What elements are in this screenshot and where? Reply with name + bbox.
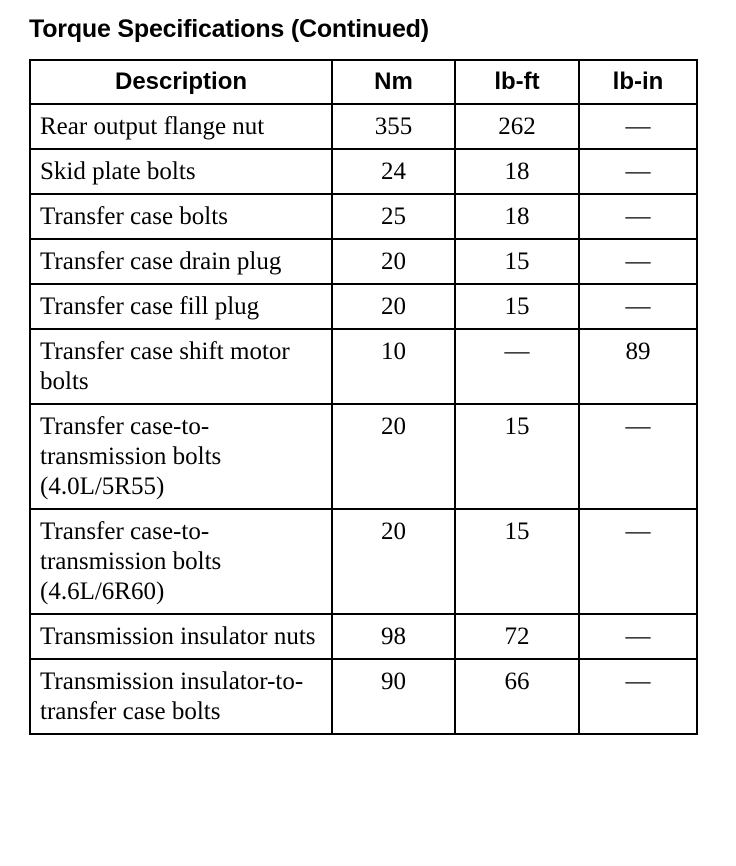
row-description: Transfer case drain plug (30, 239, 332, 284)
row-lbin: — (579, 509, 697, 614)
table-row (30, 329, 697, 404)
row-nm: 10 (332, 329, 455, 404)
row-nm: 20 (332, 239, 455, 284)
row-lbft: 72 (455, 614, 579, 659)
column-header-lbin: lb-in (579, 60, 697, 104)
table-row (30, 614, 697, 659)
row-lbft: 66 (455, 659, 579, 734)
row-description: Transmission insulator nuts (30, 614, 332, 659)
row-nm: 98 (332, 614, 455, 659)
row-lbft: — (455, 329, 579, 404)
row-lbft: 18 (455, 149, 579, 194)
row-lbin: — (579, 239, 697, 284)
row-description: Transmission insulator-to-transfer case bolts (30, 659, 332, 734)
row-nm: 20 (332, 404, 455, 509)
row-lbft: 15 (455, 239, 579, 284)
table-row (30, 404, 697, 509)
row-lbin: — (579, 659, 697, 734)
row-lbin: — (579, 149, 697, 194)
column-header-lbft: lb-ft (455, 60, 579, 104)
row-nm: 355 (332, 104, 455, 149)
row-nm: 24 (332, 149, 455, 194)
row-lbft: 15 (455, 284, 579, 329)
row-description: Transfer case bolts (30, 194, 332, 239)
row-lbin: 89 (579, 329, 697, 404)
row-description: Transfer case fill plug (30, 284, 332, 329)
table-row (30, 239, 697, 284)
page-title: Torque Specifications (Continued) (29, 15, 429, 43)
row-lbin: — (579, 284, 697, 329)
row-description: Transfer case-to-transmission bolts (4.0L/5R55) (30, 404, 332, 509)
table-row (30, 194, 697, 239)
table-row (30, 284, 697, 329)
table-header-row (30, 60, 697, 104)
row-lbin: — (579, 104, 697, 149)
row-lbft: 15 (455, 509, 579, 614)
row-nm: 90 (332, 659, 455, 734)
table-row (30, 104, 697, 149)
row-lbft: 15 (455, 404, 579, 509)
row-nm: 20 (332, 284, 455, 329)
table-row (30, 149, 697, 194)
table-row (30, 509, 697, 614)
row-lbin: — (579, 404, 697, 509)
row-nm: 20 (332, 509, 455, 614)
column-header-description: Description (30, 60, 332, 104)
row-lbin: — (579, 194, 697, 239)
row-lbft: 18 (455, 194, 579, 239)
row-nm: 25 (332, 194, 455, 239)
row-lbft: 262 (455, 104, 579, 149)
torque-spec-table (29, 59, 698, 735)
row-description: Transfer case shift motor bolts (30, 329, 332, 404)
row-description: Skid plate bolts (30, 149, 332, 194)
row-lbin: — (579, 614, 697, 659)
row-description: Rear output flange nut (30, 104, 332, 149)
table-row (30, 659, 697, 734)
row-description: Transfer case-to-transmission bolts (4.6L/6R60) (30, 509, 332, 614)
column-header-nm: Nm (332, 60, 455, 104)
